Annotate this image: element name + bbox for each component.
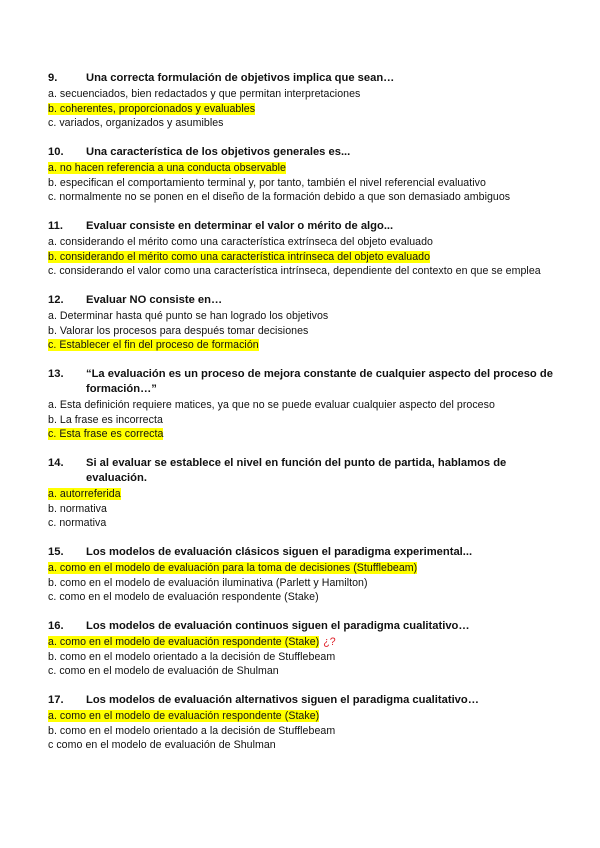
option-c: c. variados, organizados y asumibles	[48, 117, 224, 129]
question-header	[48, 293, 553, 308]
exam-document	[48, 71, 553, 767]
option-a	[48, 635, 553, 650]
question-text: Evaluar consiste en determinar el valor o mérito de algo...	[86, 220, 394, 232]
highlighted-answer: c. Establecer el fin del proceso de formación	[48, 339, 259, 351]
question-16	[48, 619, 553, 679]
option-b	[48, 250, 553, 265]
option-a	[48, 561, 553, 576]
question-number: 15.	[48, 546, 64, 558]
question-number: 12.	[48, 294, 64, 306]
option-a	[48, 487, 553, 502]
highlighted-answer: a. como en el modelo de evaluación para la toma de decisiones (Stufflebeam)	[48, 562, 418, 574]
option-c: c como en el modelo de evaluación de Shulman	[48, 739, 276, 751]
question-number: 13.	[48, 368, 64, 380]
option-b: b. como en el modelo de evaluación iluminativa (Parlett y Hamilton)	[48, 576, 368, 589]
question-10	[48, 145, 553, 205]
question-text: Los modelos de evaluación clásicos siguen el paradigma experimental...	[86, 546, 473, 558]
question-header	[48, 71, 553, 86]
question-9	[48, 71, 553, 131]
question-17	[48, 693, 553, 753]
question-text: “La evaluación es un proceso de mejora constante de cualquier aspecto del proceso de formación…”	[86, 368, 553, 395]
question-11	[48, 219, 553, 279]
highlighted-answer: a. no hacen referencia a una conducta observable	[48, 162, 286, 174]
option-b: b. como en el modelo orientado a la decisión de Stufflebeam	[48, 650, 336, 663]
highlighted-answer: b. coherentes, proporcionados y evaluables	[48, 102, 256, 115]
option-a: a. secuenciados, bien redactados y que permitan interpretaciones	[48, 88, 361, 100]
option-b	[48, 102, 553, 117]
option-c	[48, 427, 553, 442]
option-a: a. considerando el mérito como una característica extrínseca del objeto evaluado	[48, 236, 434, 248]
option-a	[48, 161, 553, 176]
question-text: Si al evaluar se establece el nivel en función del punto de partida, hablamos de evaluación.	[86, 457, 507, 484]
highlighted-answer: a. como en el modelo de evaluación respondente (Stake)	[48, 710, 320, 722]
option-b: b. especifican el comportamiento terminal y, por tanto, también el nivel referencial evaluativo	[48, 176, 486, 189]
question-header	[48, 619, 553, 634]
question-13	[48, 367, 553, 442]
question-number: 11.	[48, 220, 63, 232]
option-b: b. La frase es incorrecta	[48, 413, 163, 426]
highlighted-answer: a. autorreferida	[48, 488, 121, 500]
question-12	[48, 293, 553, 353]
uncertainty-note: ¿?	[323, 636, 336, 648]
question-number: 9.	[48, 72, 58, 84]
highlighted-answer: b. considerando el mérito como una característica intrínseca del objeto evaluado	[48, 250, 431, 263]
question-header	[48, 693, 553, 708]
question-header	[48, 456, 553, 486]
question-number: 16.	[48, 620, 64, 632]
option-c: c. normativa	[48, 517, 107, 529]
option-a: a. Esta definición requiere matices, ya que no se puede evaluar cualquier aspecto del proceso	[48, 399, 495, 411]
option-b: b. Valorar los procesos para después tomar decisiones	[48, 324, 309, 337]
option-c	[48, 338, 553, 353]
question-number: 14.	[48, 457, 64, 469]
option-c: c. como en el modelo de evaluación respondente (Stake)	[48, 591, 319, 603]
option-a	[48, 709, 553, 724]
option-b: b. normativa	[48, 502, 107, 515]
option-b: b. como en el modelo orientado a la decisión de Stufflebeam	[48, 724, 336, 737]
question-text: Los modelos de evaluación alternativos siguen el paradigma cualitativo…	[86, 694, 479, 706]
question-14	[48, 456, 553, 531]
question-15	[48, 545, 553, 605]
option-c: c. como en el modelo de evaluación de Shulman	[48, 665, 279, 677]
highlighted-answer: c. Esta frase es correcta	[48, 428, 164, 440]
option-a: a. Determinar hasta qué punto se han logrado los objetivos	[48, 310, 329, 322]
option-c: c. considerando el valor como una característica intrínseca, dependiente del contexto en que se emplea	[48, 265, 541, 277]
question-number: 17.	[48, 694, 64, 706]
question-header	[48, 145, 553, 160]
question-number: 10.	[48, 146, 64, 158]
highlighted-answer: a. como en el modelo de evaluación respondente (Stake)	[48, 636, 320, 648]
question-text: Una correcta formulación de objetivos implica que sean…	[86, 72, 395, 84]
question-text: Evaluar NO consiste en…	[86, 294, 223, 306]
option-c: c. normalmente no se ponen en el diseño de la formación debido a que son demasiado ambiguos	[48, 191, 511, 203]
question-text: Una característica de los objetivos generales es...	[86, 146, 351, 158]
question-header	[48, 367, 553, 397]
question-header	[48, 545, 553, 560]
question-header	[48, 219, 553, 234]
question-text: Los modelos de evaluación continuos siguen el paradigma cualitativo…	[86, 620, 470, 632]
